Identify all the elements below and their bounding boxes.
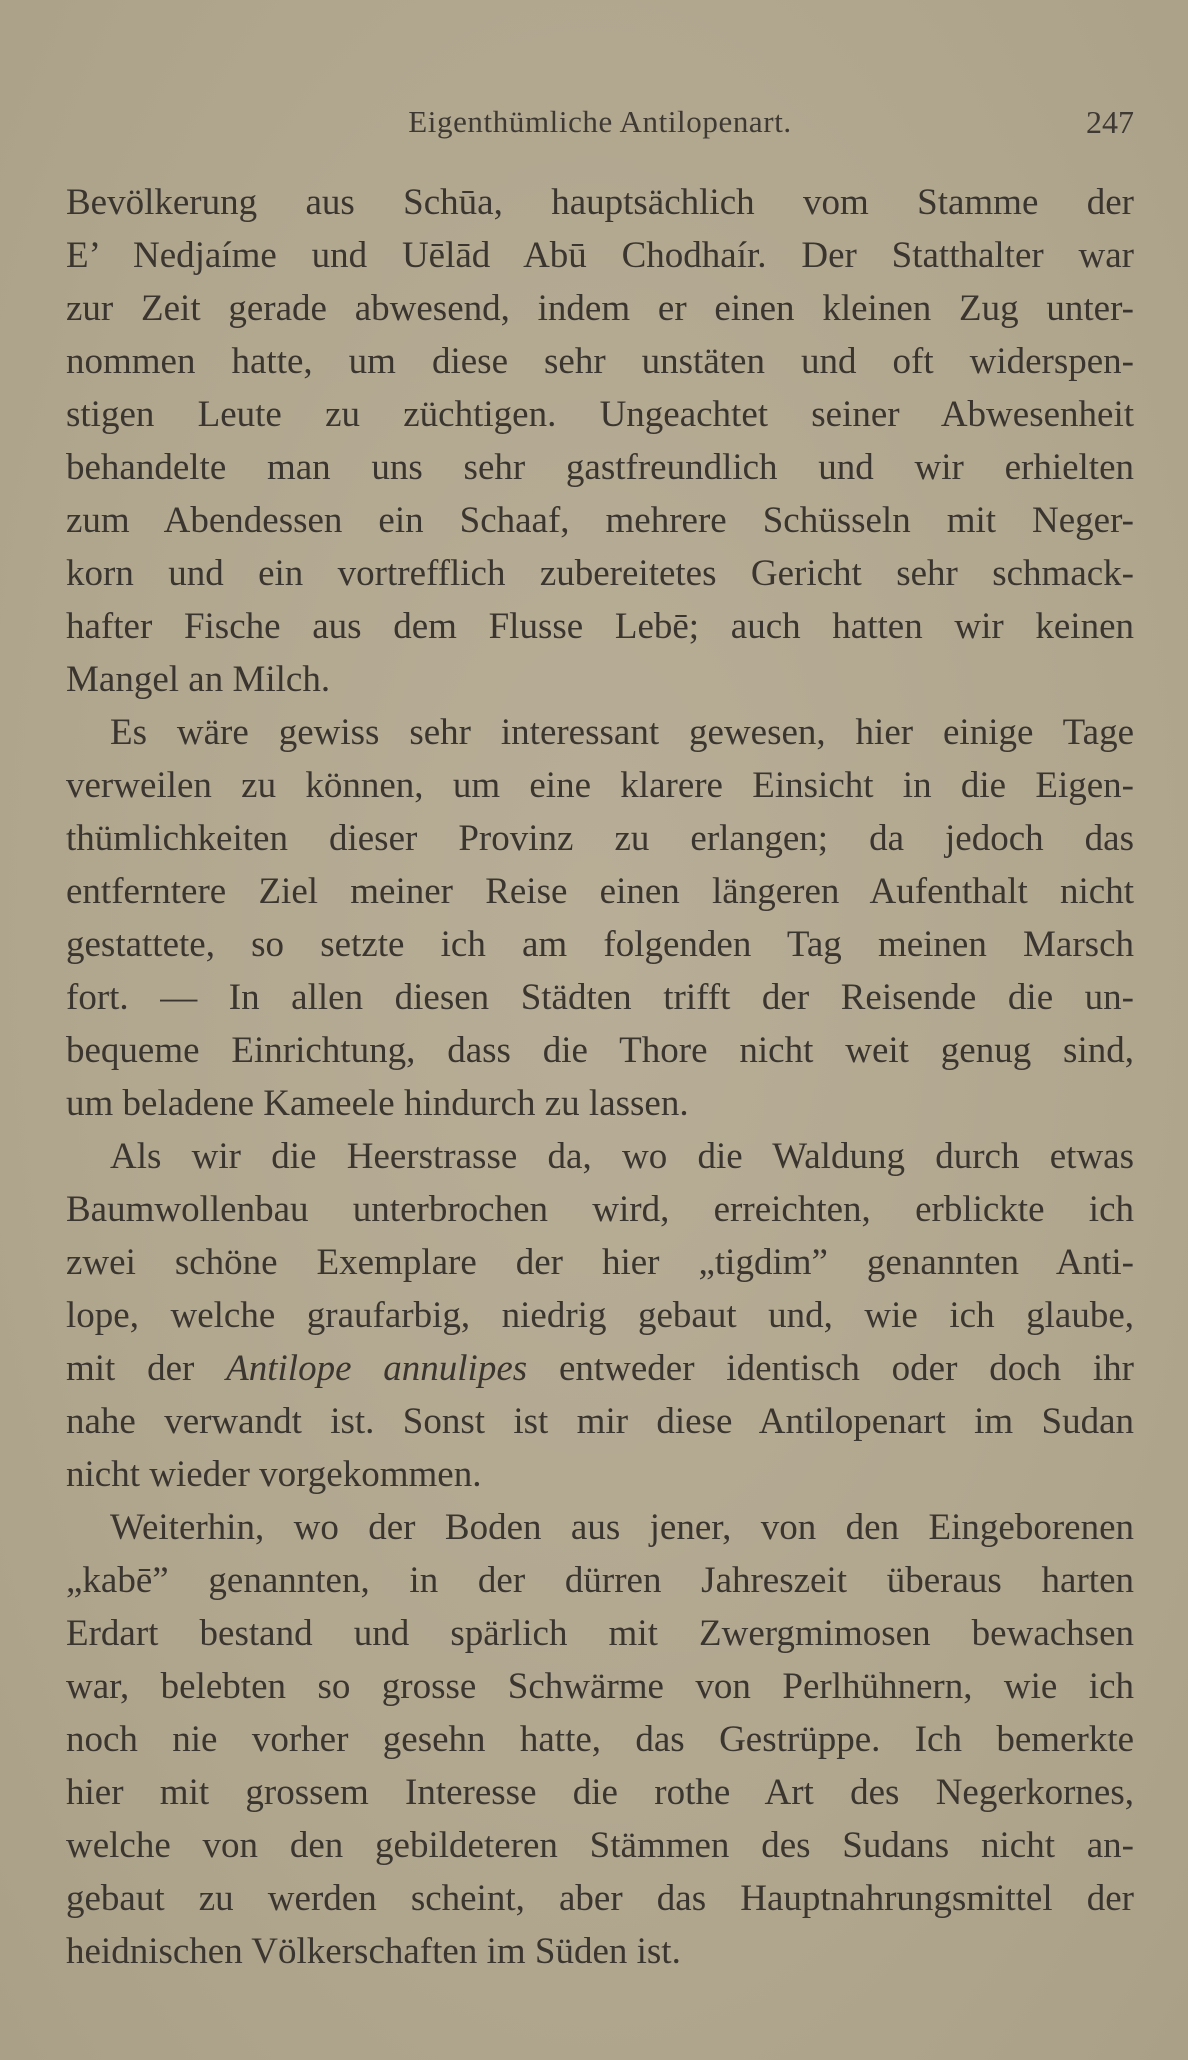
text-line: gestattete, so setzte ich am folgenden Tag meinen Marsch	[66, 924, 1134, 965]
text-line: heidnischen Völkerschaften im Süden ist.	[66, 1931, 681, 1972]
text-line: Weiterhin, wo der Boden aus jener, von den Eingeborenen	[110, 1507, 1134, 1548]
text-line: hier mit grossem Interesse die rothe Art des Negerkornes,	[66, 1772, 1134, 1813]
text-line: verweilen zu können, um eine klarere Einsicht in die Eigen-	[66, 765, 1134, 806]
species-name-italic: Antilope annulipes	[226, 1348, 528, 1389]
text-line: fort. — In allen diesen Städten trifft der Reisende die un-	[66, 977, 1134, 1018]
text-line: Bevölkerung aus Schūa, hauptsächlich vom Stamme der	[66, 182, 1134, 223]
text-line: lope, welche graufarbig, niedrig gebaut und, wie ich glaube,	[66, 1295, 1134, 1336]
paragraph-2	[66, 706, 1134, 1130]
text-line: nahe verwandt ist. Sonst ist mir diese Antilopenart im Sudan	[66, 1401, 1134, 1442]
text-line: war, belebten so grosse Schwärme von Perlhühnern, wie ich	[66, 1666, 1134, 1707]
text-line: nommen hatte, um diese sehr unstäten und oft widerspen-	[66, 341, 1134, 382]
text-line: nicht wieder vorgekommen.	[66, 1454, 482, 1495]
text-line: hafter Fische aus dem Flusse Lebē; auch hatten wir keinen	[66, 606, 1134, 647]
text-line: welche von den gebildeteren Stämmen des Sudans nicht an-	[66, 1825, 1134, 1866]
text-line: zur Zeit gerade abwesend, indem er einen kleinen Zug unter-	[66, 288, 1134, 329]
text-line-with-italic	[66, 1342, 1134, 1395]
text-line: bequeme Einrichtung, dass die Thore nicht weit genug sind,	[66, 1030, 1134, 1071]
text-line: Baumwollenbau unterbrochen wird, erreichten, erblickte ich	[66, 1189, 1134, 1230]
text-line: zwei schöne Exemplare der hier „tigdim” genannten Anti-	[66, 1242, 1134, 1283]
page-number: 247	[1086, 104, 1134, 140]
text-line: thümlichkeiten dieser Provinz zu erlangen; da jedoch das	[66, 818, 1134, 859]
text-line: Erdart bestand und spärlich mit Zwergmimosen bewachsen	[66, 1613, 1134, 1654]
text-line: behandelte man uns sehr gastfreundlich und wir erhielten	[66, 447, 1134, 488]
text-line: stigen Leute zu züchtigen. Ungeachtet seiner Abwesenheit	[66, 394, 1134, 435]
page-header	[66, 104, 1134, 144]
text-line: noch nie vorher gesehn hatte, das Gestrüppe. Ich bemerkte	[66, 1719, 1134, 1760]
paragraph-1	[66, 176, 1134, 706]
text-line: „kabē” genannten, in der dürren Jahreszeit überaus harten	[66, 1560, 1134, 1601]
text-segment: mit der	[66, 1348, 227, 1389]
text-line: Als wir die Heerstrasse da, wo die Waldung durch etwas	[110, 1136, 1134, 1177]
text-line: Es wäre gewiss sehr interessant gewesen, hier einige Tage	[110, 712, 1134, 753]
paragraph-4	[66, 1501, 1134, 1978]
text-line: zum Abendessen ein Schaaf, mehrere Schüsseln mit Neger-	[66, 500, 1134, 541]
text-line: E’ Nedjaíme und Uēlād Abū Chodhaír. Der Statthalter war	[66, 235, 1134, 276]
text-line: gebaut zu werden scheint, aber das Hauptnahrungsmittel der	[66, 1878, 1134, 1919]
text-line: Mangel an Milch.	[66, 659, 331, 700]
running-title: Eigenthümliche Antilopenart.	[408, 104, 792, 139]
text-line: entferntere Ziel meiner Reise einen längeren Aufenthalt nicht	[66, 871, 1134, 912]
text-line: korn und ein vortrefflich zubereitetes Gericht sehr schmack-	[66, 553, 1134, 594]
text-segment: entweder identisch oder doch ihr	[527, 1348, 1134, 1389]
body-text	[66, 176, 1134, 1978]
text-line: um beladene Kameele hindurch zu lassen.	[66, 1083, 689, 1124]
paragraph-3	[66, 1130, 1134, 1501]
